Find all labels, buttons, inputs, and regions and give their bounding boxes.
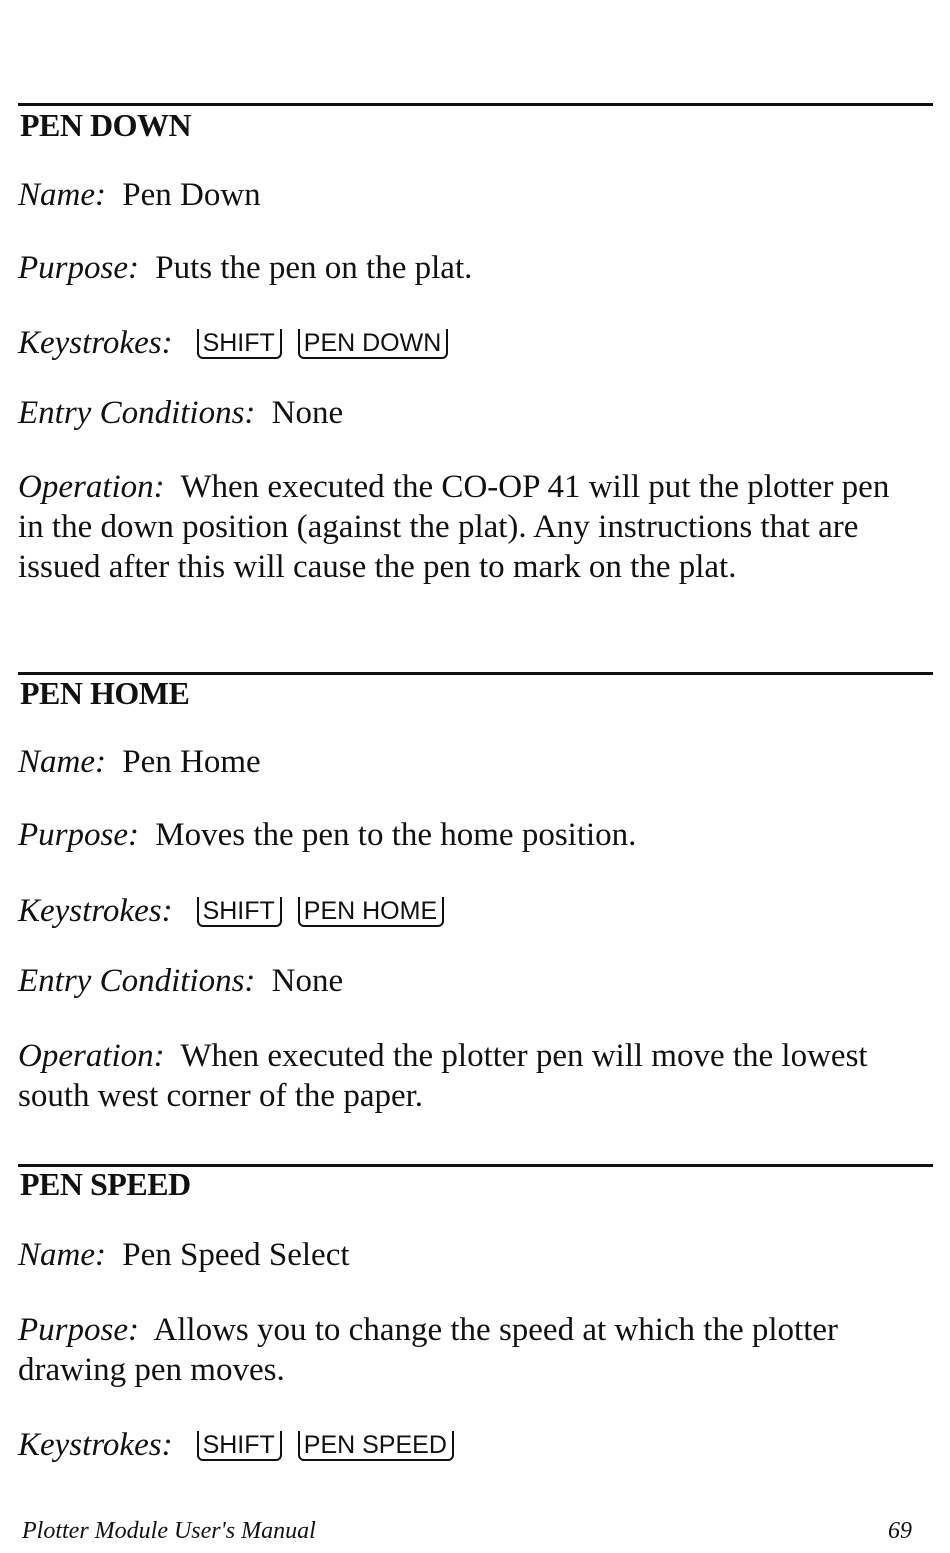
name-label: Name: bbox=[18, 1237, 106, 1273]
key-pen-down: PEN DOWN bbox=[298, 329, 449, 359]
keystrokes-label: Keystrokes: bbox=[18, 1427, 173, 1463]
entry-conditions-value: None bbox=[271, 963, 344, 999]
key-shift: SHIFT bbox=[197, 1431, 282, 1461]
section-heading-pen-down: PEN DOWN bbox=[20, 107, 192, 143]
manual-page bbox=[18, 0, 933, 1553]
purpose-label: Purpose: bbox=[18, 1312, 139, 1348]
purpose-entry bbox=[18, 1310, 923, 1390]
name-label: Name: bbox=[18, 177, 106, 213]
section-rule bbox=[18, 103, 933, 106]
entry-conditions-label: Entry Conditions: bbox=[18, 395, 256, 431]
purpose-value: Moves the pen to the home position. bbox=[155, 817, 637, 853]
key-pen-speed: PEN SPEED bbox=[298, 1431, 454, 1461]
purpose-value: Puts the pen on the plat. bbox=[155, 250, 473, 286]
operation-entry bbox=[18, 1036, 923, 1116]
key-shift: SHIFT bbox=[197, 329, 282, 359]
section-heading-pen-home: PEN HOME bbox=[20, 675, 190, 711]
entry-conditions bbox=[18, 963, 343, 1000]
operation-value: When executed the CO-OP 41 will put the plotter pen in the down position (against the plat). Any instructions that are issued after this will cause the pen to mark on the plat. bbox=[18, 469, 890, 585]
operation-label: Operation: bbox=[18, 1038, 165, 1074]
name-entry bbox=[18, 744, 261, 781]
entry-conditions-value: None bbox=[271, 395, 344, 431]
name-value: Pen Speed Select bbox=[122, 1237, 350, 1273]
name-label: Name: bbox=[18, 744, 106, 780]
keystrokes-label: Keystrokes: bbox=[18, 325, 173, 361]
purpose-label: Purpose: bbox=[18, 817, 139, 853]
name-entry bbox=[18, 177, 261, 214]
purpose-entry bbox=[18, 250, 472, 287]
operation-label: Operation: bbox=[18, 469, 165, 505]
keystrokes-entry bbox=[18, 325, 448, 362]
name-value: Pen Down bbox=[122, 177, 261, 213]
entry-conditions bbox=[18, 395, 343, 432]
section-heading-pen-speed: PEN SPEED bbox=[20, 1166, 191, 1202]
keystrokes-label: Keystrokes: bbox=[18, 893, 173, 929]
operation-value: When executed the plotter pen will move the lowest south west corner of the paper. bbox=[18, 1038, 868, 1114]
operation-entry bbox=[18, 467, 923, 587]
purpose-label: Purpose: bbox=[18, 250, 139, 286]
name-value: Pen Home bbox=[122, 744, 261, 780]
keystrokes-entry bbox=[18, 1427, 454, 1464]
purpose-entry bbox=[18, 817, 636, 854]
page-number: 69 bbox=[888, 1518, 912, 1544]
key-shift: SHIFT bbox=[197, 897, 282, 927]
footer-title: Plotter Module User's Manual bbox=[22, 1518, 316, 1544]
keystrokes-entry bbox=[18, 893, 444, 930]
entry-conditions-label: Entry Conditions: bbox=[18, 963, 256, 999]
name-entry bbox=[18, 1237, 350, 1274]
key-pen-home: PEN HOME bbox=[298, 897, 444, 927]
purpose-value: Allows you to change the speed at which the plotter drawing pen moves. bbox=[18, 1312, 838, 1388]
